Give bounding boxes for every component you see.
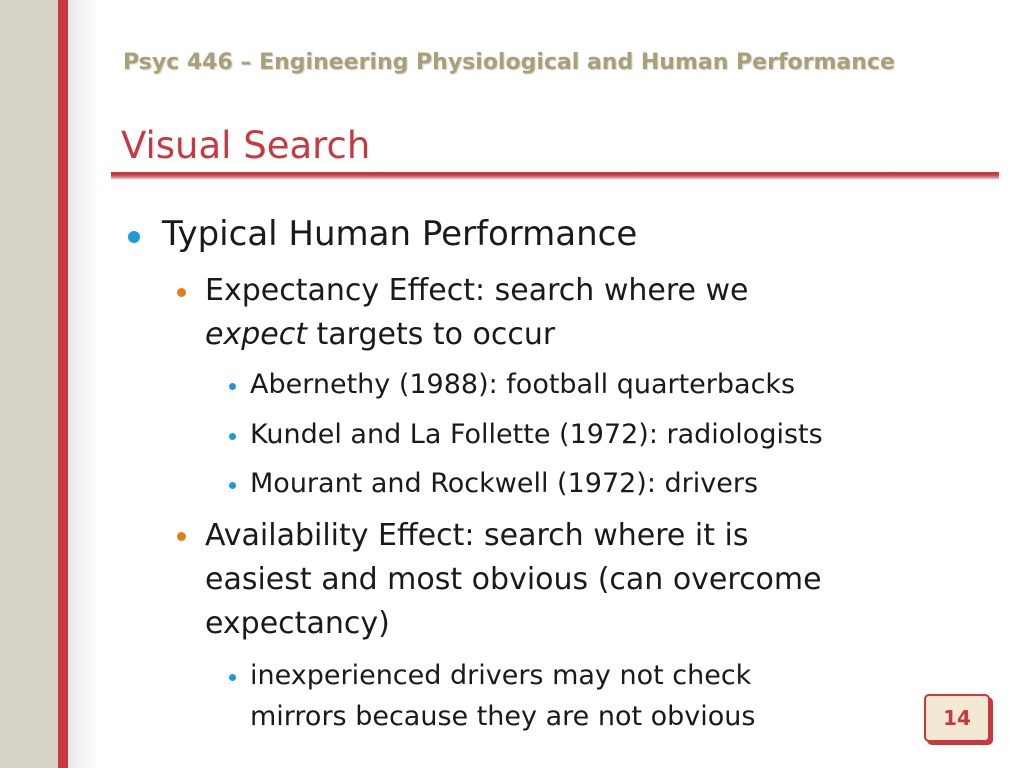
left-decorative-band [0, 0, 58, 768]
course-title: Psyc 446 – Engineering Physiological and Human Performance [123, 50, 895, 75]
left-red-stripe [58, 0, 68, 768]
bullet-dot-icon [177, 532, 186, 541]
sub-bullet-abernethy: Abernethy (1988): football quarterbacks [250, 369, 796, 400]
sub-bullet-inexperienced-line1: inexperienced drivers may not check [250, 660, 752, 691]
expectancy-line2-text: targets to occur [306, 317, 556, 352]
bullet-dot-icon [229, 674, 236, 681]
sub-bullet-inexperienced-line2: mirrors because they are not obvious [250, 701, 756, 732]
bullet-expectancy-line2 [205, 313, 555, 357]
bullet-dot-icon [229, 383, 236, 390]
sub-bullet-mourant: Mourant and Rockwell (1972): drivers [250, 468, 759, 499]
bullet-dot-icon [229, 433, 236, 440]
bullet-level1: Typical Human Performance [162, 214, 638, 254]
bullet-availability-line2: easiest and most obvious (can overcome [205, 562, 822, 597]
left-shadow-gradient [68, 0, 98, 768]
bullet-availability-line1: Availability Effect: search where it is [205, 518, 749, 553]
bullet-dot-icon [128, 231, 140, 243]
page-number-badge: 14 [924, 694, 990, 742]
sub-bullet-kundel: Kundel and La Follette (1972): radiologists [250, 419, 823, 450]
title-underline-rule [111, 172, 999, 179]
bullet-expectancy-line1: Expectancy Effect: search where we [205, 273, 749, 308]
emphasis-expect: expect [205, 317, 307, 352]
bullet-availability-line3: expectancy) [205, 606, 390, 641]
slide-title: Visual Search [121, 124, 371, 167]
bullet-dot-icon [177, 288, 186, 297]
bullet-dot-icon [229, 482, 236, 489]
